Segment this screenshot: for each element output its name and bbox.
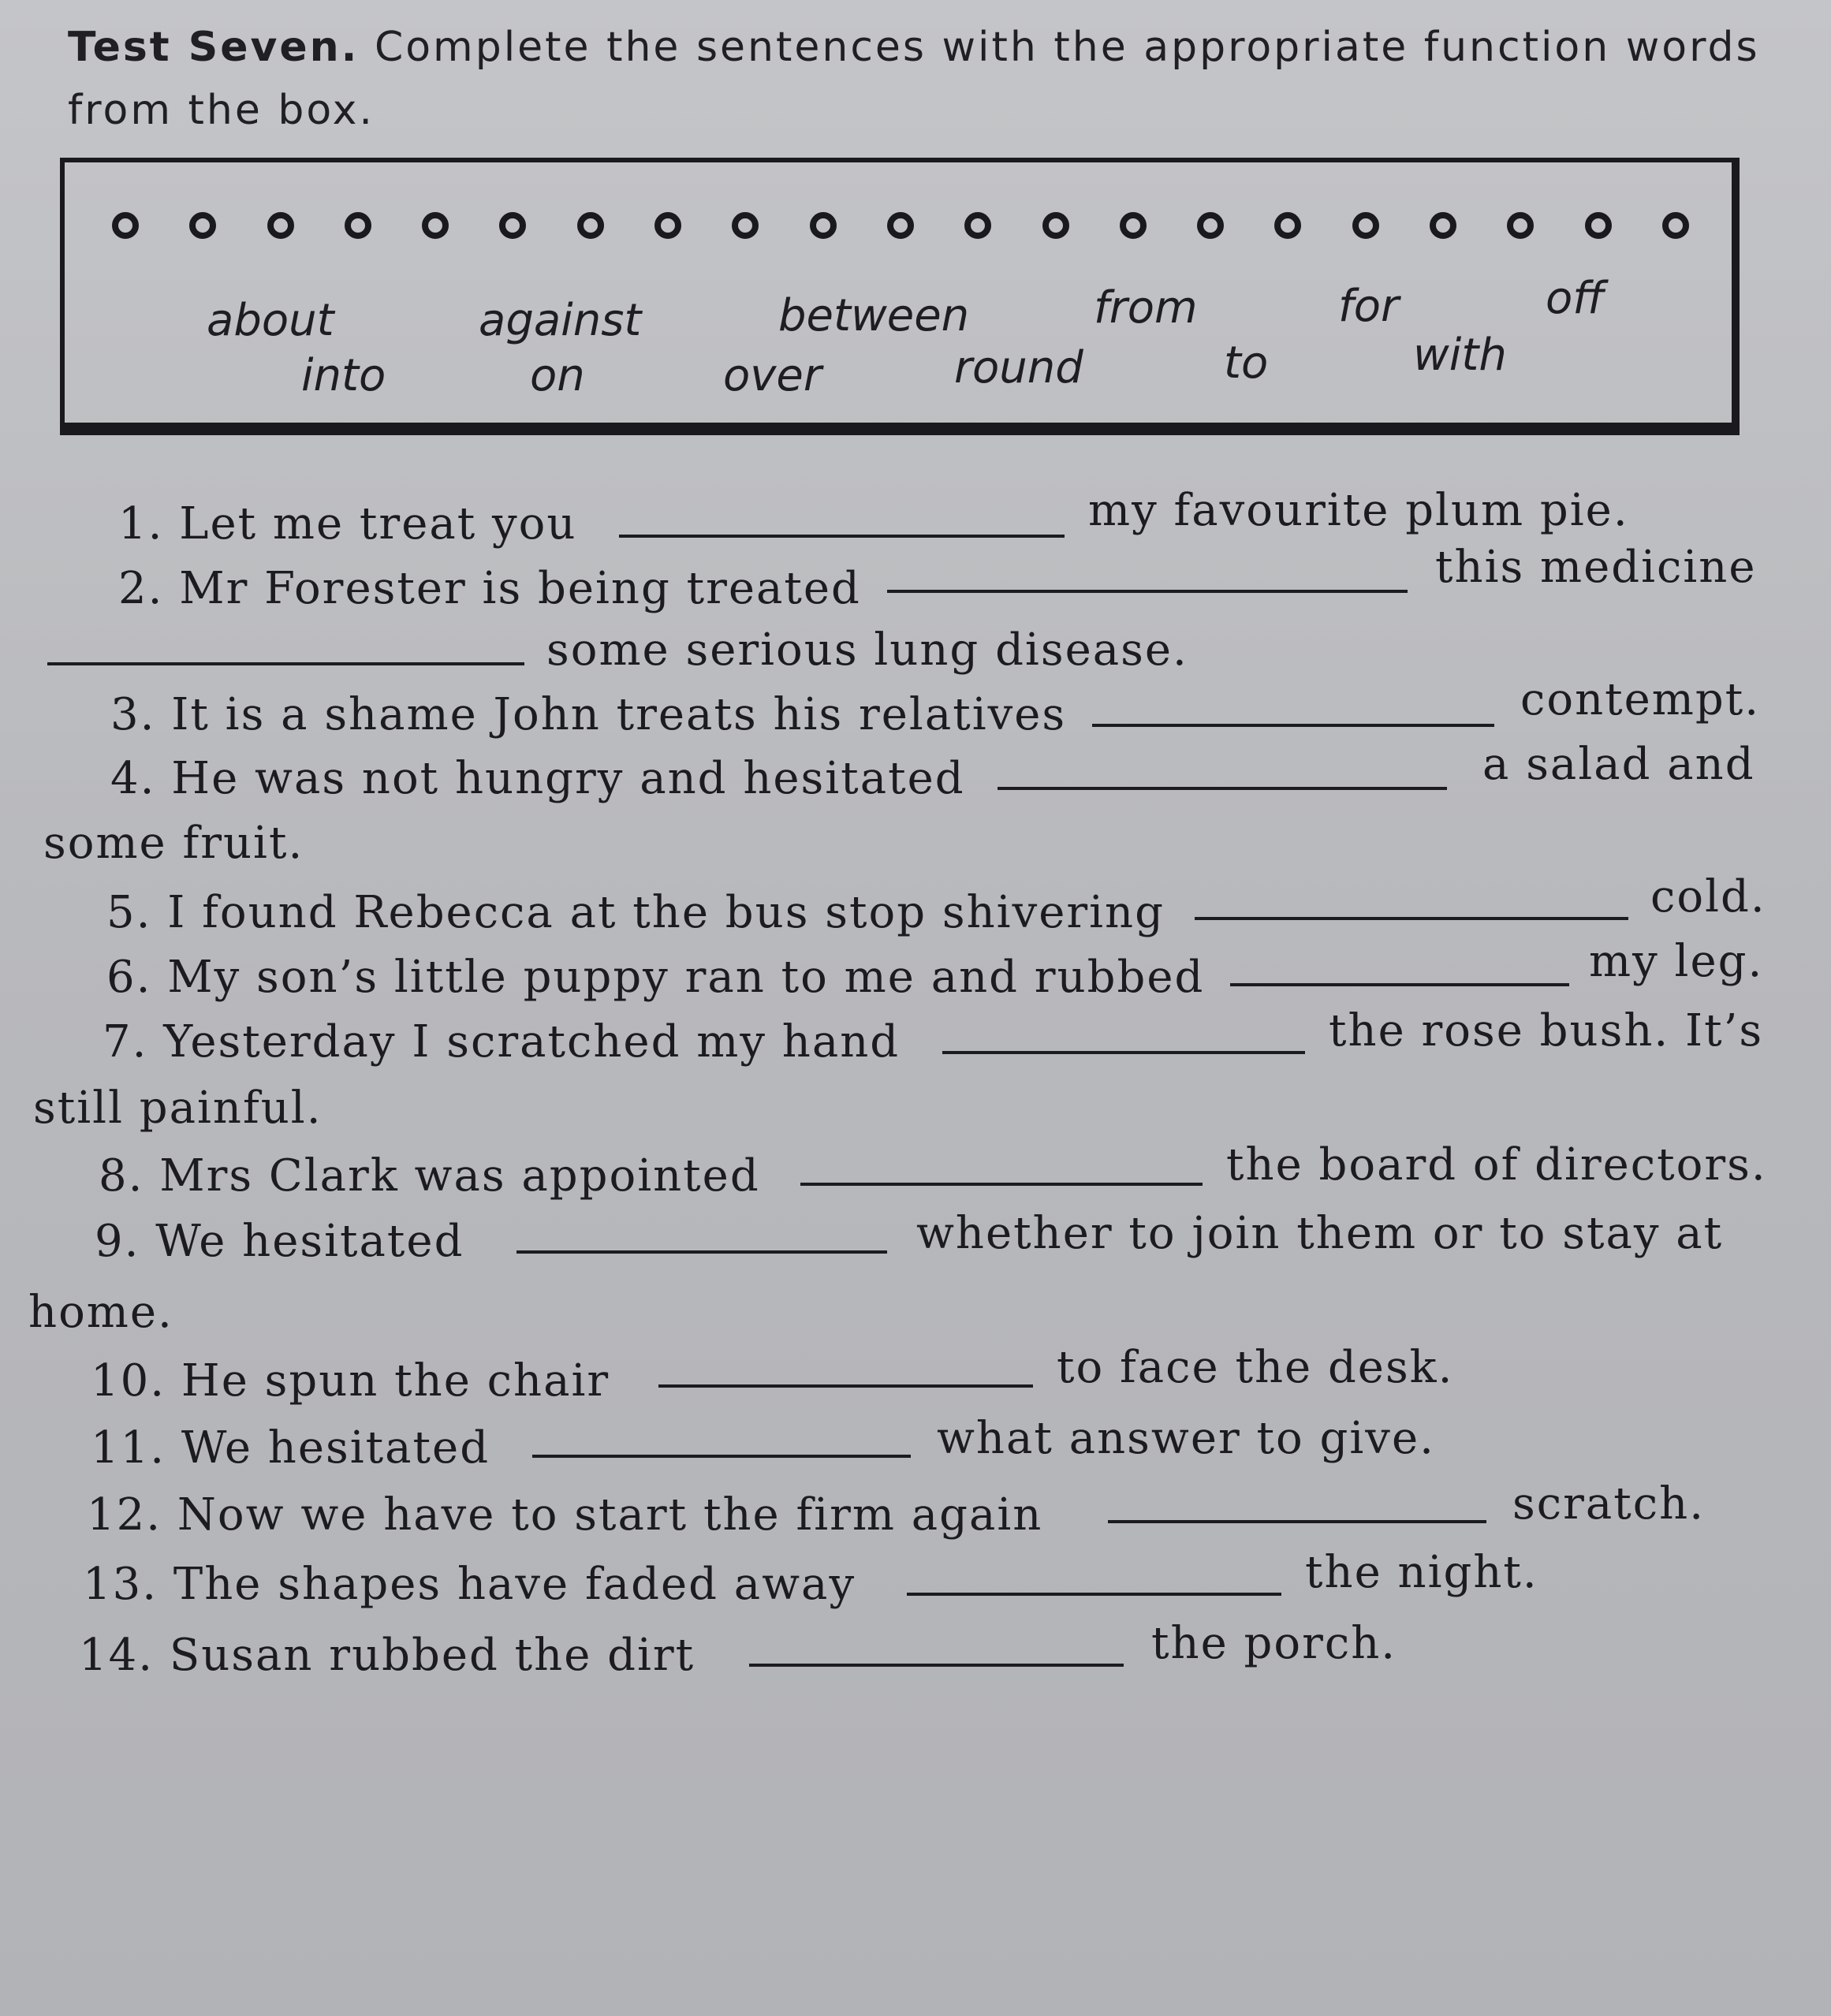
exercise-item-5 (106, 881, 1165, 945)
exercise-item-11 (91, 1417, 490, 1480)
dot-ornament (964, 212, 991, 239)
dot-ornament (267, 212, 294, 239)
dot-ornament (1507, 212, 1534, 239)
exercise-item-10 (91, 1350, 610, 1413)
dot-ornament (189, 212, 216, 239)
word-for: for (1338, 281, 1399, 332)
dot-ornament (1042, 212, 1069, 239)
word-box (60, 158, 1740, 435)
item-text-after: my leg. (1589, 936, 1764, 987)
dot-ornament (1274, 212, 1301, 239)
answer-blank-13[interactable] (907, 1593, 1281, 1596)
exercise-item-13 (83, 1553, 856, 1616)
item-number: 13. (83, 1559, 158, 1610)
dot-ornament (1430, 212, 1456, 239)
dot-ornament (345, 212, 371, 239)
dot-ornament (112, 212, 139, 239)
item-text-after: the porch. (1151, 1618, 1397, 1669)
item-text-before: He spun the chair (181, 1355, 610, 1407)
item-text-before: It is a shame John treats his relatives (171, 689, 1067, 740)
answer-blank-7[interactable] (942, 1051, 1305, 1054)
item-number: 10. (91, 1355, 166, 1407)
answer-blank-2a[interactable] (887, 590, 1408, 593)
item-text-before: The shapes have faded away (173, 1559, 856, 1610)
exercise-item-12 (87, 1484, 1042, 1547)
answer-blank-12[interactable] (1108, 1520, 1486, 1523)
item-number: 11. (91, 1422, 166, 1474)
dot-ornament (1197, 212, 1224, 239)
dot-ornament (1352, 212, 1379, 239)
item-text-after: this medicine (1435, 542, 1757, 593)
item-text-after: cold. (1650, 871, 1766, 922)
item-text-before: My son’s little puppy ran to me and rubbed (167, 952, 1205, 1003)
exercise-item-2 (118, 557, 861, 620)
item-continuation: some fruit. (43, 818, 304, 869)
word-against: against (479, 295, 642, 346)
dot-ornament (499, 212, 526, 239)
item-number: 4. (110, 753, 156, 804)
item-text-after: to face the desk. (1057, 1342, 1454, 1393)
item-text-after: a salad and (1482, 739, 1755, 790)
item-text-before: I found Rebecca at the bus stop shivering (167, 887, 1165, 938)
exercise-item-3 (110, 684, 1066, 747)
word-off: off (1546, 273, 1605, 324)
dot-ornament (810, 212, 837, 239)
item-text-before: Now we have to start the firm again (177, 1489, 1043, 1541)
answer-blank-9[interactable] (516, 1250, 887, 1254)
exercise-item-1 (118, 493, 576, 556)
instruction-line-1: Complete the sentences with the appropriate function words (374, 24, 1760, 71)
word-with: with (1413, 330, 1507, 381)
item-continuation: still painful. (33, 1083, 323, 1134)
word-from: from (1094, 282, 1198, 334)
answer-blank-6[interactable] (1230, 983, 1569, 986)
item-text-before: Let me treat you (179, 498, 577, 550)
item-number: 12. (87, 1489, 162, 1541)
dot-ornament (654, 212, 681, 239)
dot-ornament (422, 212, 449, 239)
item-number: 14. (79, 1630, 155, 1681)
answer-blank-10[interactable] (658, 1384, 1033, 1388)
dot-ornament (1120, 212, 1147, 239)
item-text-after: scratch. (1512, 1478, 1705, 1530)
answer-blank-2b[interactable] (47, 662, 524, 665)
item-text-after: contempt. (1520, 674, 1761, 725)
item-text-before: He was not hungry and hesitated (171, 753, 965, 804)
decorative-dot-row (112, 202, 1689, 249)
word-to: to (1224, 337, 1269, 389)
dot-ornament (1662, 212, 1689, 239)
answer-blank-14[interactable] (749, 1664, 1124, 1667)
word-on: on (530, 350, 585, 401)
item-text-before: Mr Forester is being treated (179, 563, 861, 614)
answer-blank-3[interactable] (1092, 724, 1494, 727)
exercise-item-9 (95, 1210, 464, 1273)
exercise-heading (68, 16, 1771, 142)
answer-blank-11[interactable] (532, 1455, 911, 1458)
item-text-before: Susan rubbed the dirt (169, 1630, 695, 1681)
answer-blank-8[interactable] (800, 1183, 1203, 1186)
exercise-item-4 (110, 747, 965, 810)
exercise-item-7 (103, 1011, 900, 1074)
instruction-line-2: from the box. (68, 87, 375, 134)
item-text-after: the night. (1305, 1547, 1538, 1598)
word-about: about (207, 295, 334, 346)
exercise-item-6 (106, 946, 1204, 1009)
word-over: over (723, 350, 822, 401)
dot-ornament (577, 212, 604, 239)
item-number: 6. (106, 952, 152, 1003)
answer-blank-1[interactable] (619, 535, 1065, 538)
dot-ornament (732, 212, 759, 239)
item-text-after: what answer to give. (937, 1413, 1435, 1464)
word-into: into (301, 350, 386, 401)
item-continuation: some serious lung disease. (546, 624, 1188, 676)
exercise-item-8 (99, 1145, 760, 1208)
item-text-after: my favourite plum pie. (1088, 485, 1629, 536)
word-round: round (954, 342, 1083, 393)
item-text-before: We hesitated (181, 1422, 490, 1474)
item-number: 3. (110, 689, 156, 740)
item-number: 9. (95, 1216, 140, 1267)
item-number: 8. (99, 1150, 144, 1202)
item-number: 2. (118, 563, 164, 614)
item-text-before: We hesitated (155, 1216, 464, 1267)
answer-blank-5[interactable] (1195, 917, 1628, 920)
item-continuation: home. (28, 1287, 173, 1338)
exercise-label: Test Seven. (68, 24, 360, 71)
item-text-before: Mrs Clark was appointed (159, 1150, 760, 1202)
answer-blank-4[interactable] (998, 787, 1447, 790)
item-number: 5. (106, 887, 152, 938)
item-text-after: the rose bush. It’s (1329, 1005, 1764, 1056)
exercise-item-14 (79, 1624, 695, 1687)
dot-ornament (887, 212, 914, 239)
item-number: 7. (103, 1016, 148, 1068)
word-between: between (778, 290, 970, 341)
item-text-after: whether to join them or to stay at (916, 1208, 1724, 1259)
dot-ornament (1585, 212, 1612, 239)
item-text-after: the board of directors. (1226, 1139, 1767, 1191)
item-number: 1. (118, 498, 164, 550)
item-text-before: Yesterday I scratched my hand (163, 1016, 901, 1068)
